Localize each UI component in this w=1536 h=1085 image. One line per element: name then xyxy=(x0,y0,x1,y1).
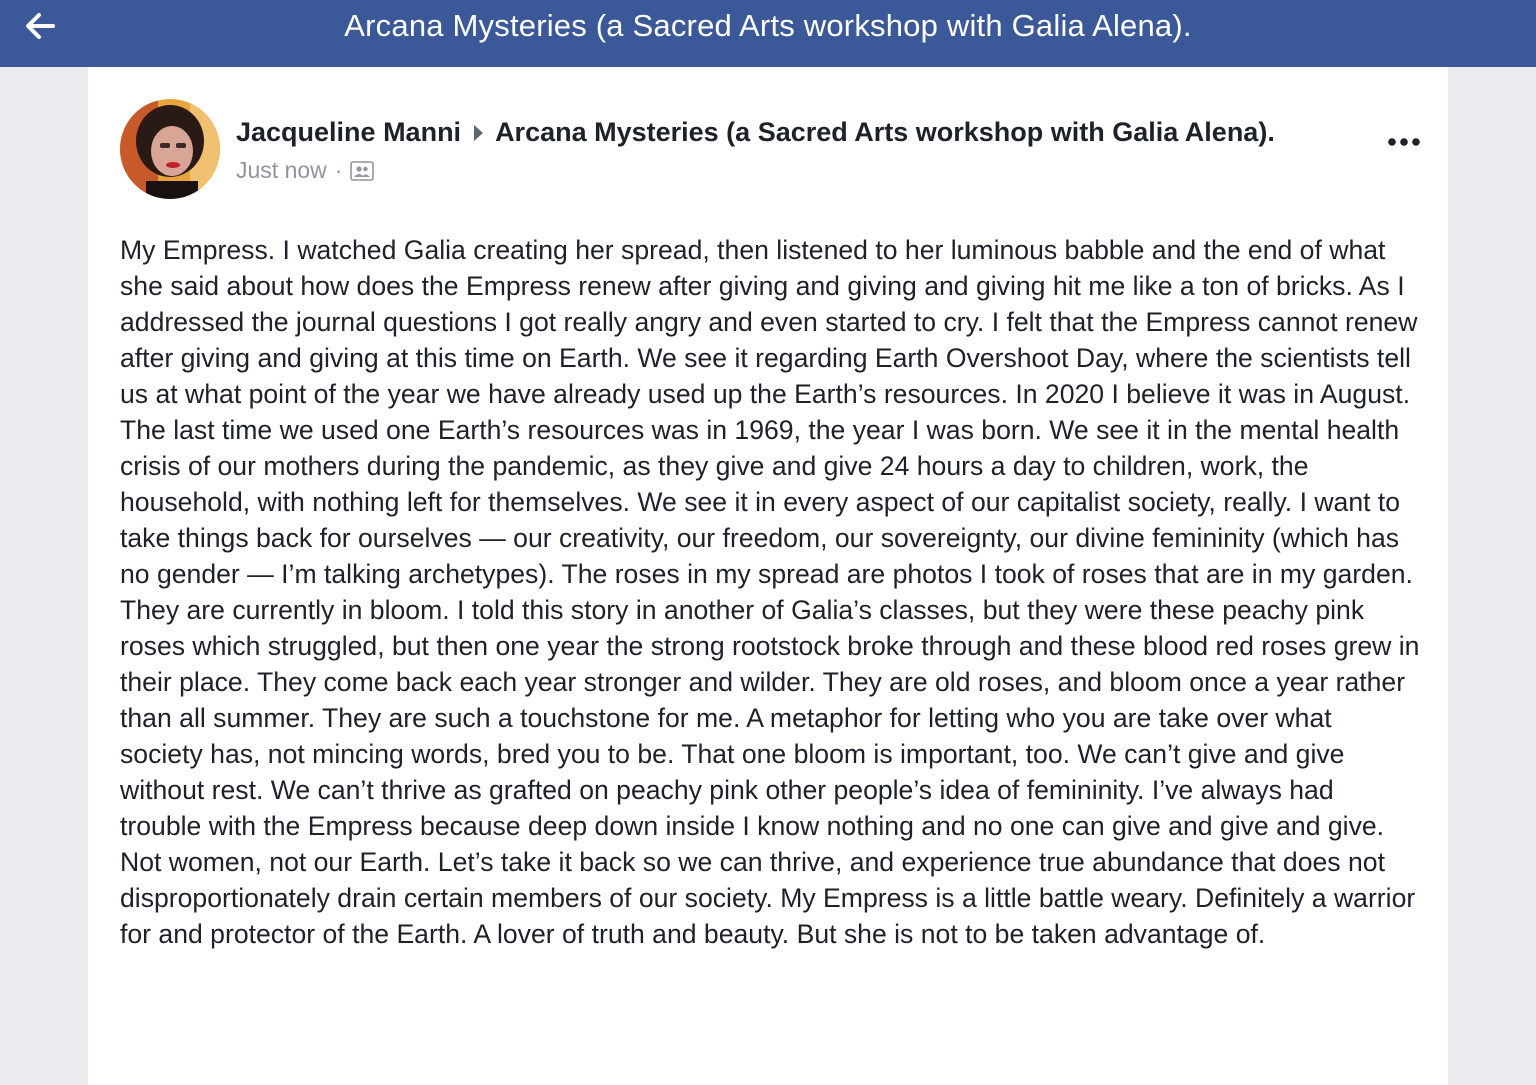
group-audience-icon xyxy=(350,161,374,181)
post-timestamp[interactable]: Just now xyxy=(236,157,327,183)
page-title: Arcana Mysteries (a Sacred Arts workshop with Galia Alena). xyxy=(344,7,1192,43)
avatar[interactable] xyxy=(120,99,220,199)
more-options-icon[interactable] xyxy=(1384,127,1424,157)
post-card xyxy=(88,67,1448,1085)
author-name-link[interactable]: Jacqueline Manni xyxy=(236,117,462,147)
post-meta xyxy=(236,157,374,184)
post-header xyxy=(236,117,1275,148)
top-bar xyxy=(0,0,1536,67)
avatar-image xyxy=(120,99,220,199)
post-body-text: My Empress. I watched Galia creating her spread, then listened to her luminous babble and the end of what she said about how does the Empress renew after giving and giving and giving hit me like a ton of bricks. As I addressed the journal questions I got really angry and even started to cry. I felt that the Empress cannot renew after giving and giving at this time on Earth. We see it regarding Earth Overshoot Day, where the scientists tell us at what point of the year we have already used up the Earth’s resources. In 2020 I believe it was in August. The last time we used one Earth’s resources was in 1969, the year I was born. We see it in the mental health crisis of our mothers during the pandemic, as they give and give 24 hours a day to children, work, the household, with nothing left for themselves. We see it in every aspect of our capitalist society, really. I want to take things back for ourselves — our creativity, our freedom, our sovereignty, our divine femininity (which has no gender — I’m talking archetypes). The roses in my spread are photos I took of roses that are in my garden. They are currently in bloom. I told this story in another of Galia’s classes, but they were these peachy pink roses which struggled, but then one year the strong rootstock broke through and these blood red roses grew in their place. They come back each year stronger and wilder. They are old roses, and bloom once a year rather than all summer. They are such a touchstone for me. A metaphor for letting who you are take over what society has, not mincing words, bred you to be. That one bloom is important, too. We can’t give and give without rest. We can’t thrive as grafted on peachy pink other people’s idea of femininity. I’ve always had trouble with the Empress because deep down inside I know nothing and no one can give and give and give. Not women, not our Earth. Let’s take it back so we can thrive, and experience true abundance that does not disproportionately drain certain members of our society. My Empress is a little battle weary. Definitely a warrior for and protector of the Earth. A lover of truth and beauty. But she is not to be taken advantage of. xyxy=(120,235,1420,949)
meta-separator: · xyxy=(334,157,343,183)
back-arrow-icon[interactable] xyxy=(22,8,58,44)
caret-right-icon xyxy=(474,125,483,141)
group-name-link[interactable]: Arcana Mysteries (a Sacred Arts workshop with Galia Alena). xyxy=(495,117,1275,147)
